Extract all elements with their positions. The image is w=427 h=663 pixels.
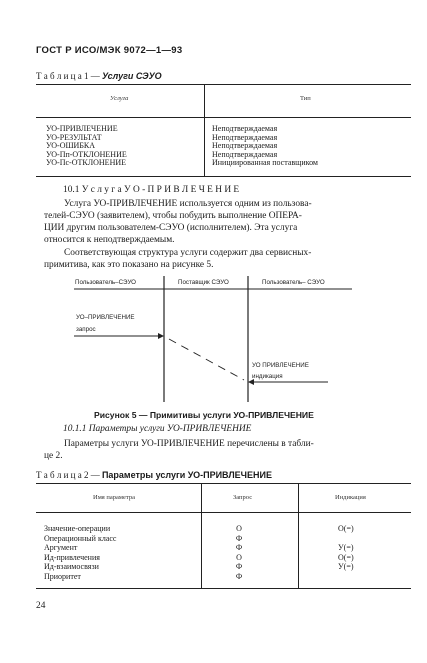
section-10-1-heading: 10.1 У с л у г а У О - П Р И В Л Е Ч Е Н И Е [63, 185, 240, 195]
table2-caption [36, 470, 272, 480]
table1-service: УО-Пп-ОТКЛОНЕНИЕ [46, 149, 127, 159]
diagram-col-user1: Пользователь–СЭУО [75, 279, 136, 286]
table1-service: УО-Пс-ОТКЛОНЕНИЕ [46, 158, 127, 168]
table1-caption-title: Услуги СЭУО [101, 71, 162, 81]
table2-request-cell: Ф [235, 543, 243, 553]
paragraph-line: ЦИИ другим пользователем-СЭУО (исполнителем). Эта услуга [44, 223, 298, 233]
table1-type: Неподтверждаемая [212, 141, 278, 151]
table2-param: Операционный класс [44, 533, 117, 543]
table1-type: Неподтверждаемая [212, 132, 278, 142]
paragraph-line: Соответствующая структура услуги содержит два сервисных- [64, 248, 312, 258]
diagram-request-primitive: запрос [76, 326, 96, 333]
diagram-request-name: УО–ПРИВЛЕЧЕНИЕ [76, 314, 135, 321]
table2-indication-list [338, 524, 354, 582]
table1-caption-prefix: Т а б л и ц а 1 — [36, 71, 100, 81]
table2-indication-cell: О(=) [338, 552, 354, 562]
table2-col-param: Имя параметра [93, 494, 135, 501]
table2-caption-prefix: Т а б л и ц а 2 — [36, 470, 100, 480]
paragraph-line: примитива, как это показано на рисунке 5. [44, 260, 214, 270]
diagram-indication-primitive: индикация [252, 373, 283, 380]
diagram-col-supplier: Поставщик СЭУО [178, 279, 229, 286]
table2-param: Аргумент [44, 543, 78, 553]
table2-top-rule [36, 483, 411, 484]
table1-service: УО-ПРИВЛЕЧЕНИЕ [46, 124, 118, 133]
table2-request-cell: Ф [235, 533, 243, 543]
table1-type: Неподтверждаемая [212, 124, 278, 133]
table1-service: УО-ОШИБКА [46, 141, 96, 151]
page-number: 24 [36, 601, 46, 611]
diagram-col-user2: Пользователь– СЭУО [262, 279, 325, 286]
table1-col-service: Услуга [110, 95, 129, 102]
table2-indication-cell [338, 572, 354, 582]
table1-type: Неподтверждаемая [212, 149, 278, 159]
section-10-1-1-heading: 10.1.1 Параметры услуги УО-ПРИВЛЕЧЕНИЕ [63, 424, 252, 434]
table2-params-list [44, 524, 116, 582]
paragraph-line: Услуга УО-ПРИВЛЕЧЕНИЕ используется одним из пользова- [64, 199, 312, 209]
document-header: ГОСТ Р ИСО/МЭК 9072—1—93 [36, 45, 183, 56]
table2-col-request: Запрос [233, 494, 253, 501]
table2-indication-cell [338, 534, 354, 544]
table2-indication-cell: У(=) [338, 562, 354, 572]
diagram-indication-name: УО ПРИВЛЕЧЕНИЕ [252, 362, 309, 369]
paragraph-line: це 2. [44, 451, 63, 461]
table2-param: Ид-взаимосвязи [44, 562, 99, 572]
table2-param: Приоритет [44, 571, 81, 581]
table2-request-list [233, 524, 245, 582]
table2-indication-cell: О(=) [338, 524, 354, 533]
table2-divider-2 [298, 483, 299, 588]
table2-param: Значение-операции [44, 524, 111, 533]
section-10-1-1-paragraph [44, 438, 314, 462]
table2-header-rule [36, 512, 411, 513]
table2-request-cell: О [236, 524, 242, 533]
figure-5-caption: Рисунок 5 — Примитивы услуги УО-ПРИВЛЕЧЕНИЕ [94, 410, 314, 420]
table2-bottom-rule [36, 588, 411, 589]
table2-indication-cell: У(=) [338, 543, 354, 553]
table2-caption-title: Параметры услуги УО-ПРИВЛЕЧЕНИЕ [101, 470, 272, 480]
table1-type: Инициированная поставщиком [212, 158, 318, 168]
table1-col-type: Тип [300, 95, 311, 102]
table2-request-cell: Ф [235, 571, 243, 581]
paragraph-line: относится к неподтверждаемым. [44, 235, 175, 245]
table1-service: УО-РЕЗУЛЬТАТ [46, 132, 102, 142]
table2-param: Ид-привлечения [44, 552, 100, 562]
table2-divider-1 [201, 483, 202, 588]
table2-request-cell: О [236, 552, 242, 562]
paragraph-line: телей-СЭУО (заявителем), чтобы побудить выполнение ОПЕРА- [44, 211, 302, 221]
table2-request-cell: Ф [235, 562, 243, 572]
paragraph-line: Параметры услуги УО-ПРИВЛЕЧЕНИЕ перечислены в табли- [64, 439, 314, 449]
table2-col-indication: Индикация [335, 494, 366, 501]
